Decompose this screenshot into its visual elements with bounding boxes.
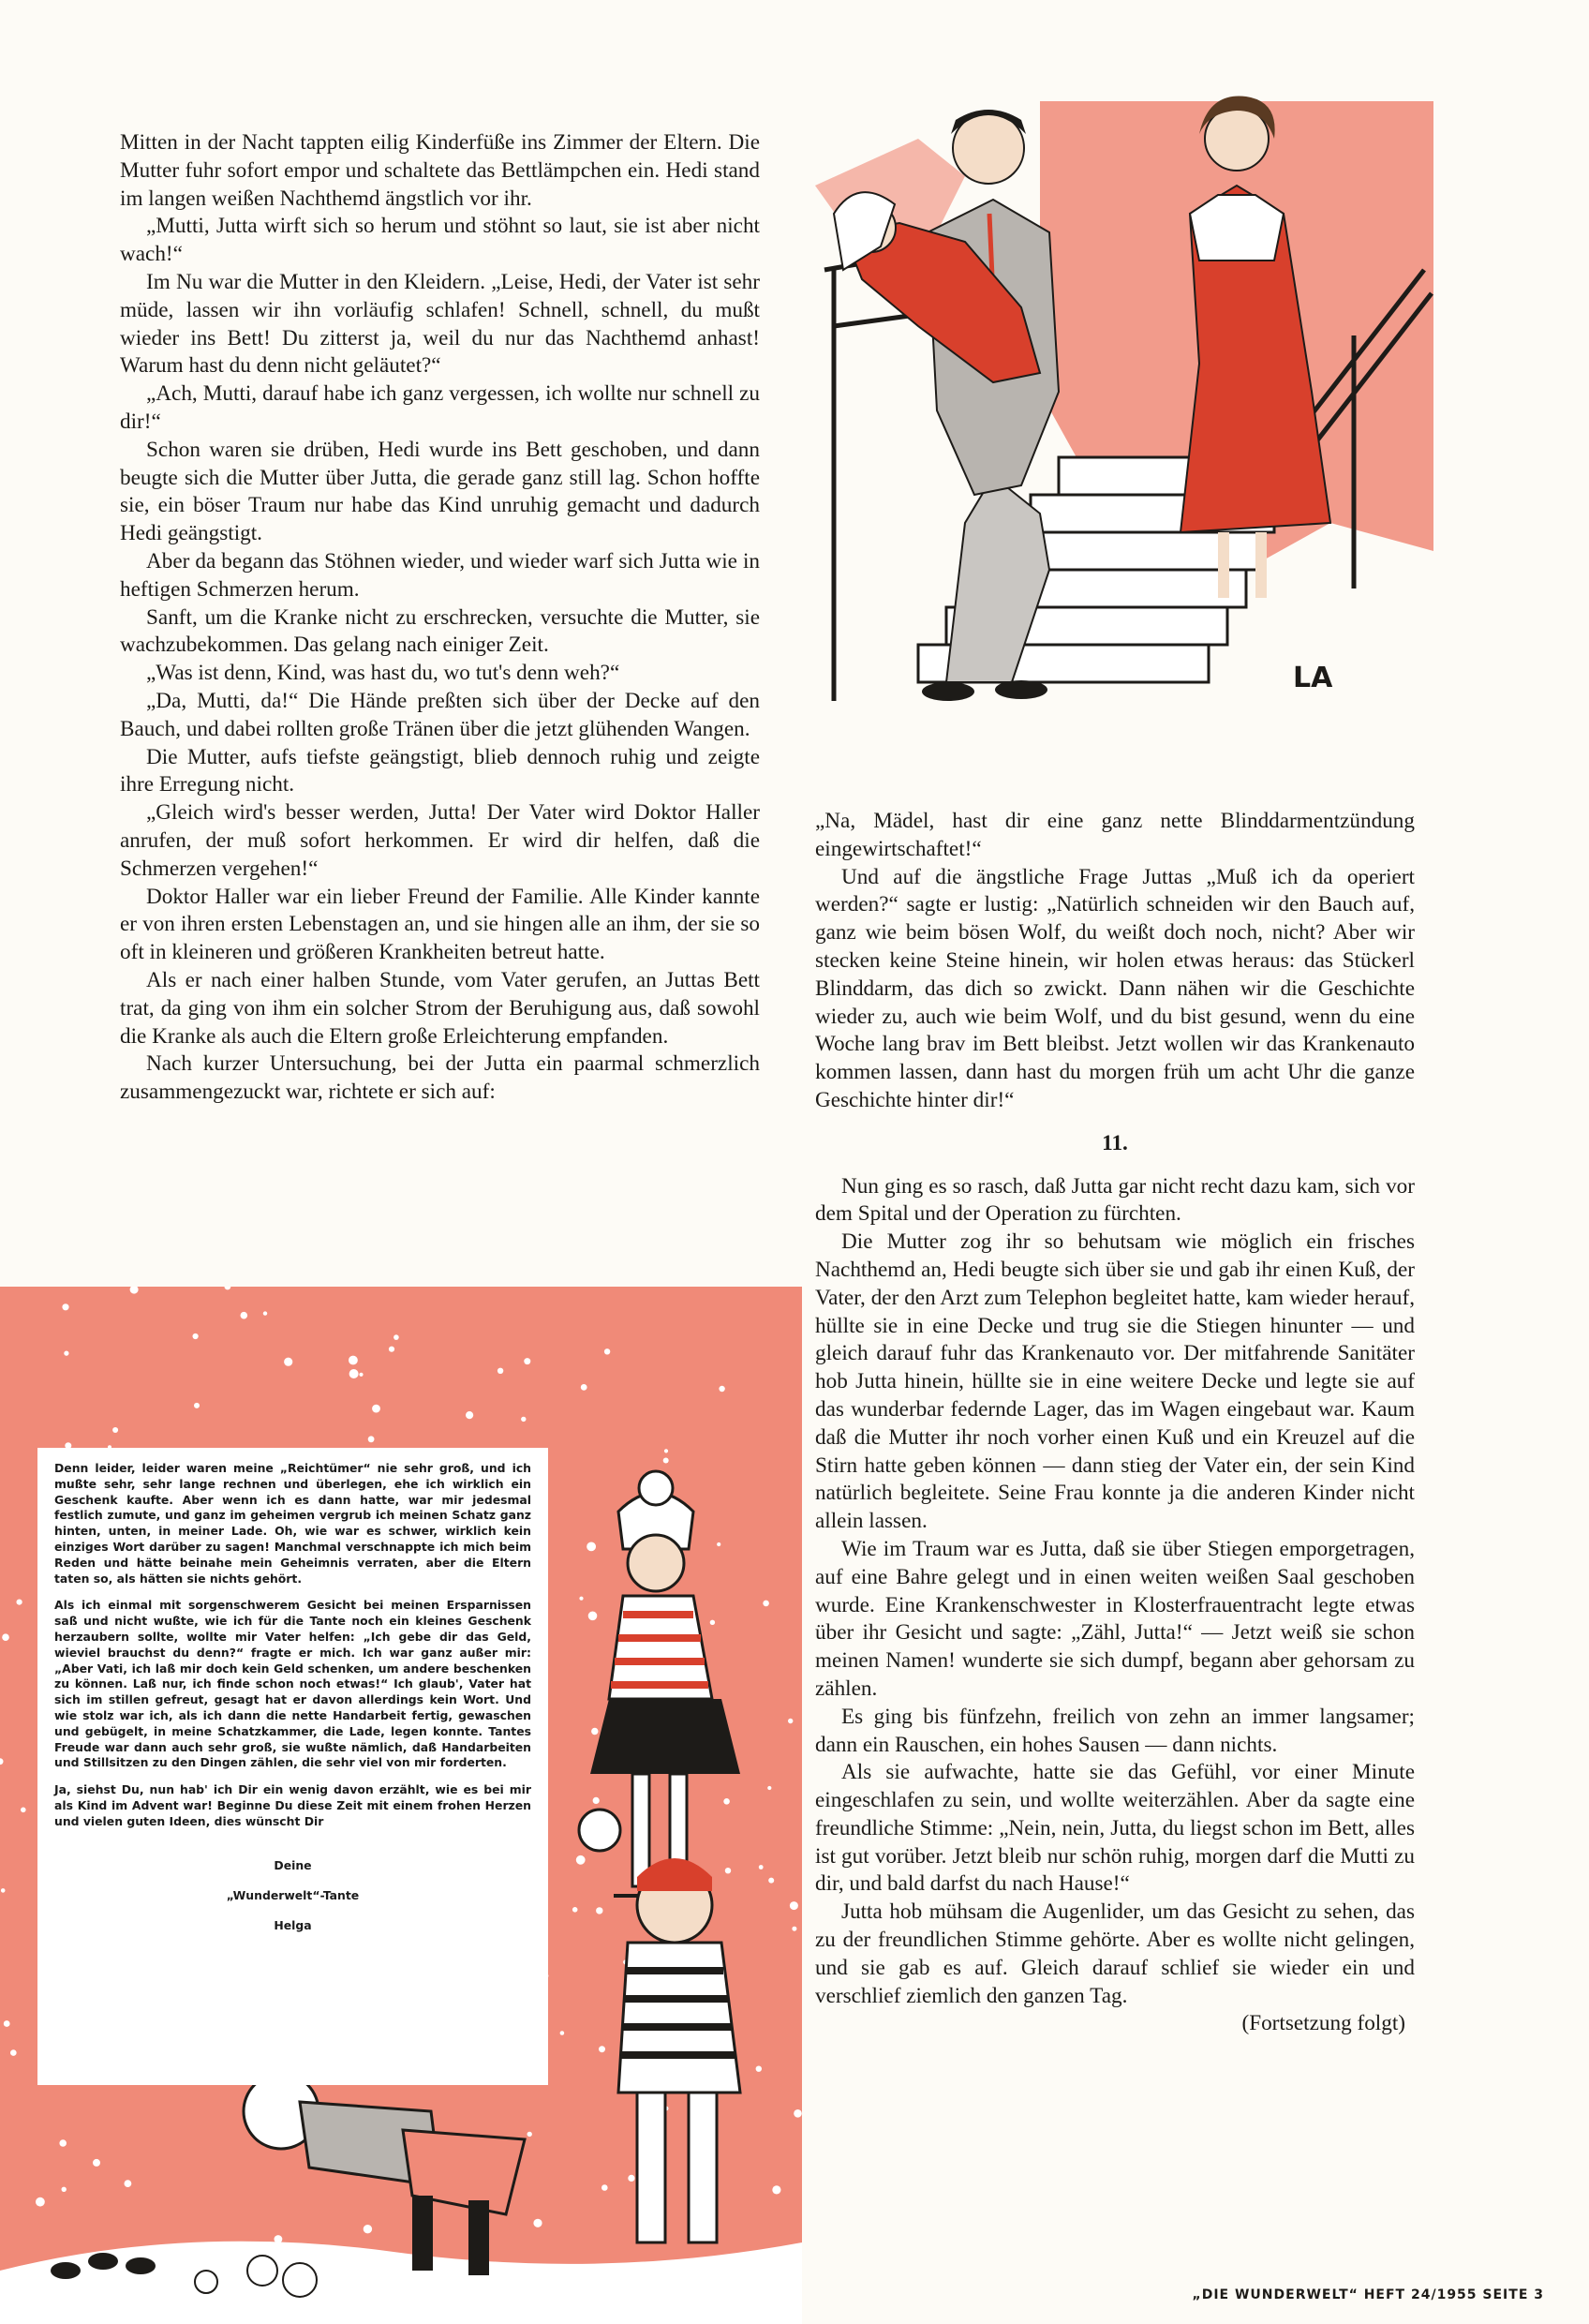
- snowflake: [788, 1719, 793, 1723]
- snowflake: [466, 1411, 473, 1419]
- snowflake: [604, 1348, 610, 1354]
- snowflake: [725, 1868, 731, 1873]
- snowflake: [763, 1601, 769, 1607]
- story-left-column: [120, 129, 760, 1107]
- story-paragraph: Schon waren sie drüben, Hedi wurde ins Bett geschoben, und dann beugte sich die Mutter über Jutta, die gerade ganz still lag. Schon hoffte sie, ein böser Traum nur habe das Kind unruhig gemacht und dadurch Hedi geängstigt.: [120, 437, 760, 546]
- aunt-letter-box: [37, 1448, 548, 2085]
- aunt-sign-line: Deine: [274, 1857, 312, 1872]
- story-paragraph: Im Nu war die Mutter in den Kleidern. „Leise, Hedi, der Vater ist sehr müde, lassen wir ihn vorläufig schlafen! Schnell, schnell, du mußt wieder ins Bett! Du zitterst ja, weil du nur das Nachthemd anhast! Warum hast du denn nicht geläutet?“: [120, 269, 760, 379]
- snowflake: [756, 2066, 762, 2072]
- story-paragraph: Sanft, um die Kranke nicht zu erschrecken, versuchte die Mutter, sie wachzubekommen. Das gelang nach einiger Zeit.: [120, 604, 760, 658]
- snowflake: [579, 1597, 583, 1601]
- snowflake: [576, 1855, 586, 1865]
- page-footer: „DIE WUNDERWELT“ HEFT 24/1955 SEITE 3: [1192, 2287, 1544, 2302]
- story-paragraph: Mitten in der Nacht tappten eilig Kinderfüße ins Zimmer der Eltern. Die Mutter fuhr sofort empor und schaltete das Bettlämpchen ein. Hedi stand im langen weißen Nachthemd ängstlich vor ihr.: [120, 130, 760, 211]
- snowflake: [21, 1808, 26, 1813]
- story-paragraph: „Da, Mutti, da!“ Die Hände preßten sich über der Decke auf den Bauch, und dabei rollten große Tränen über die jetzt glühenden Wangen.: [120, 688, 760, 741]
- snowflake: [591, 1728, 598, 1735]
- snowflake: [193, 1333, 199, 1339]
- snowflake: [601, 2184, 608, 2191]
- snowflake: [389, 1347, 394, 1352]
- story-paragraph: Als sie aufwachte, hatte sie das Gefühl, vor einer Minute eingeschlafen zu sein, und wollte weiterzählen. Aber da sagte eine freundliche Stimme: „Nein, nein, Jutta, du liegst schon im Bett, alles ist gut vorüber. Jetzt bleib nur schön ruhig, morgen darf die Mutti zu dir, und bald darfst du nach Hause!“: [815, 1760, 1415, 1897]
- aunt-sign-line: „Wunderwelt“-Tante: [226, 1887, 360, 1902]
- snowflake: [10, 2049, 17, 2056]
- snowflake: [2, 1633, 9, 1641]
- story-right-column: [815, 808, 1415, 2038]
- snowflake: [767, 1786, 771, 1790]
- snowflake: [125, 2180, 132, 2187]
- story-paragraph: Die Mutter, aufs tiefste geängstigt, blieb dennoch ruhig und zeigte ihre Erregung nicht.: [120, 744, 760, 797]
- snowflake: [394, 1334, 399, 1340]
- snowflake: [364, 2225, 372, 2233]
- story-paragraph: Die Mutter zog ihr so behutsam wie möglich ein frisches Nachthemd an, Hedi beugte sich über sie und gab ihr einen Kuß, der Vater, der den Arzt zum Telephon begleitet hatte, kam wieder herauf, hüllte sie in eine Decke und trug sie die Stiegen hinunter — und gleich darauf fuhr das Krankenauto vor. Der mitfahrende Sanitäter hob Jutta hinein, hüllte sie in eine weitere Decke und legte sie auf das wunderbar federnde Lager, das im Wagen eingebaut war. Kaum daß die Mutter ihr noch vorher einen Kuß und ein Kreuzel auf die Stirn hatte geben können — dann stieg der Vater ein, der sein Kind natürlich begleitete. Seine Frau konnte ja die anderen Kinder nicht allein lassen.: [815, 1229, 1415, 1534]
- snowflake: [62, 1304, 68, 1310]
- snowflake: [710, 1620, 715, 1625]
- snowflake: [497, 1368, 503, 1374]
- snowflake: [572, 1907, 578, 1913]
- snowflake: [792, 1927, 796, 1931]
- snowflake: [263, 1311, 267, 1315]
- aunt-letter-paragraph: Als ich einmal mit sorgenschwerem Gesicht bei meinen Ersparnissen saß und nicht wußte, wie ich für die Tante noch ein kleines Geschenk herzaubern sollte, wollte mir Vater helfen: „Ich gebe dir das Geld, wieviel brauchst du denn?“ fragte er mich. Ich war ganz außer mir: „Aber Vati, ich laß mir doch kein Geld schenken, um andere beschenken zu können. Laß nur, ich finde schon noch etwas!“ Ich glaub', Vater hat sich im stillen gefreut, gesagt hat er davon allerdings kein Wort. Und wie stolz war ich, als ich dann die nette Handarbeit fertig, gewaschen und gebügelt, in meine Schatzkammer, die Lade, legen konnte. Tantes Freude war dann auch sehr groß, sie wußte nämlich, daß Handarbeiten und Stillsitzen zu den Dingen zählen, die sehr viel von mir forderten.: [54, 1598, 531, 1770]
- snowflake: [59, 2139, 67, 2147]
- snowflake: [93, 2159, 100, 2167]
- story-paragraph: „Na, Mädel, hast dir eine ganz nette Blinddarmentzündung eingewirtschaftet!“: [815, 809, 1415, 861]
- snowflake: [64, 1351, 68, 1356]
- story-paragraph: „Gleich wird's besser werden, Jutta! Der Vater wird Doktor Haller anrufen, der muß sofort herkommen. Er wird dir helfen, daß die Schmerzen vergehen!“: [120, 800, 760, 881]
- chapter-number: 11.: [1102, 1130, 1128, 1155]
- story-paragraph: Doktor Haller war ein lieber Freund der Familie. Alle Kinder kannte er von ihren ersten Lebenstagen an, und sie hingen alle an ihm, der sie so oft in kleineren und größeren Krankheiten betreut hatte.: [120, 884, 760, 965]
- snowflake: [723, 1798, 730, 1805]
- snowflake: [790, 1901, 798, 1910]
- snowflake: [581, 1384, 587, 1391]
- snowflake: [1, 1888, 6, 1893]
- snowflake: [772, 2185, 780, 2194]
- snowflake: [521, 1417, 526, 1422]
- snowflake: [768, 1878, 774, 1884]
- snowflake: [560, 2031, 565, 2035]
- snowflake: [372, 1405, 380, 1413]
- snowflake: [719, 1386, 724, 1392]
- snowflake: [284, 1358, 292, 1366]
- snowflake: [4, 2020, 10, 2027]
- story-paragraph: Jutta hob mühsam die Augenlider, um das Gesicht zu sehen, das zu der freundlichen Stimme gehörte. Aber es wollte nicht gelingen, und sie gab es auf. Gleich darauf schlief sie wieder ein und verschlief ziemlich den ganzen Tag.: [815, 1899, 1415, 2008]
- snowflake: [628, 2175, 634, 2182]
- story-paragraph: „Ach, Mutti, darauf habe ich ganz vergessen, ich wollte nur schnell zu dir!“: [120, 381, 760, 434]
- snowflake: [349, 1369, 359, 1378]
- snowflake: [596, 1907, 602, 1914]
- snowflake: [349, 1356, 358, 1365]
- story-paragraph: Nach kurzer Untersuchung, bei der Jutta ein paarmal schmerzlich zusammengezuckt war, richtete er sich auf:: [120, 1051, 760, 1105]
- story-paragraph: „Was ist denn, Kind, was hast du, wo tut's denn weh?“: [146, 661, 620, 686]
- snowflake: [588, 1612, 598, 1621]
- snowflake: [533, 2219, 542, 2227]
- aunt-letter-paragraph: Ja, siehst Du, nun hab' ich Dir ein wenig davon erzählt, wie es bei mir als Kind im Advent war! Beginne Du diese Zeit mit einem frohen Herzen und vielen guten Ideen, dies wünscht Dir: [54, 1782, 531, 1828]
- snowflake: [717, 1542, 720, 1546]
- snowflake: [524, 1358, 530, 1364]
- snowflake: [663, 1458, 669, 1464]
- stairs-illustration: [806, 82, 1433, 804]
- aunt-letter-paragraph: Denn leider, leider waren meine „Reichtümer“ nie sehr groß, und ich mußte sehr, sehr lange rechnen und überlegen, ehe ich wirklich ein Geschenk kaufte. Aber wenn ich es dann hatte, war mir jedesmal festlich zumute, und ganz im geheimen vergrub ich meinen Schatz ganz hinten, unten, in meiner Lade. Oh, wie war es schwer, wirklich kein einziges Wort darüber zu sagen! Manchmal verschnappte ich mich beim Reden und hätte beinahe mein Geheimnis verraten, aber die Eltern taten so, als hätten sie nichts gehört.: [54, 1461, 531, 1586]
- snowflake: [62, 2187, 67, 2192]
- snowflake: [36, 2197, 45, 2207]
- snowflake: [599, 2046, 605, 2052]
- snowflake: [664, 1449, 668, 1452]
- story-paragraph: Nun ging es so rasch, daß Jutta gar nicht recht dazu kam, sich vor dem Spital und der Operation zu fürchten.: [815, 1173, 1415, 1227]
- aunt-sign-line: Helga: [274, 1917, 312, 1932]
- snowflake: [359, 1373, 363, 1377]
- snowflake: [112, 1427, 118, 1433]
- snowflake: [194, 1403, 200, 1408]
- snowflake: [587, 1542, 596, 1552]
- snowflake: [759, 1865, 764, 1870]
- story-paragraph: Es ging bis fünfzehn, freilich von zehn an immer langsamer; dann ein Rauschen, ein hohes Sausen — dann nichts.: [815, 1704, 1415, 1757]
- snowflake: [593, 1797, 600, 1804]
- story-paragraph: Als er nach einer halben Stunde, vom Vater gerufen, an Juttas Bett trat, da ging von ihm ein solcher Strom der Beruhigung aus, daß sowohl die Kranke als auch die Eltern große Erleichterung empfanden.: [120, 967, 760, 1049]
- snowflake: [794, 2109, 802, 2118]
- aunt-signature: [54, 1851, 531, 1941]
- story-paragraph: Und auf die ängstliche Frage Juttas „Muß ich da operiert werden?“ sagte er lustig: „Natürlich schneiden wir den Bauch auf, ganz wie beim bösen Wolf, du weißt doch noch, nicht? Aber wir stecken keine Steine hinein, wir holen etwas heraus: das Stückerl Blinddarm, das dich so zwickt. Dann nähen wir die Geschichte wieder zu, auch wie beim Wolf, und du bist gesund, wenn du eine Woche lang brav im Bett bleibst. Jetzt wollen wir das Krankenauto kommen lassen, dann hast du morgen früh um acht Uhr die ganze Geschichte hinter dir!“: [815, 864, 1415, 1112]
- snowflake: [241, 1312, 248, 1319]
- continued-note: (Fortsetzung folgt): [1241, 2011, 1405, 2036]
- snowflake: [17, 1600, 22, 1605]
- story-paragraph: Wie im Traum war es Jutta, daß sie über Stiegen emporgetragen, auf eine Bahre gelegt und in einen weiten weißen Saal geschoben wurde. Eine Krankenschwester in Klosterfrauentracht legte etwas über ihr Gesicht und sagte: „Zähl, Jutta!“ — Jetzt weiß sie schon meinen Namen! wunderte sie sich dumpf, begann aber gehorsam zu zählen.: [815, 1536, 1415, 1701]
- snowflake: [527, 2132, 532, 2137]
- story-paragraph: Aber da begann das Stöhnen wieder, und wieder warf sich Jutta wie in heftigen Schmerzen herum.: [120, 548, 760, 602]
- artist-signature: LA: [1293, 662, 1333, 694]
- snowflake: [368, 1436, 375, 1442]
- story-paragraph: „Mutti, Jutta wirft sich so herum und stöhnt so laut, sie ist aber nicht wach!“: [120, 214, 760, 267]
